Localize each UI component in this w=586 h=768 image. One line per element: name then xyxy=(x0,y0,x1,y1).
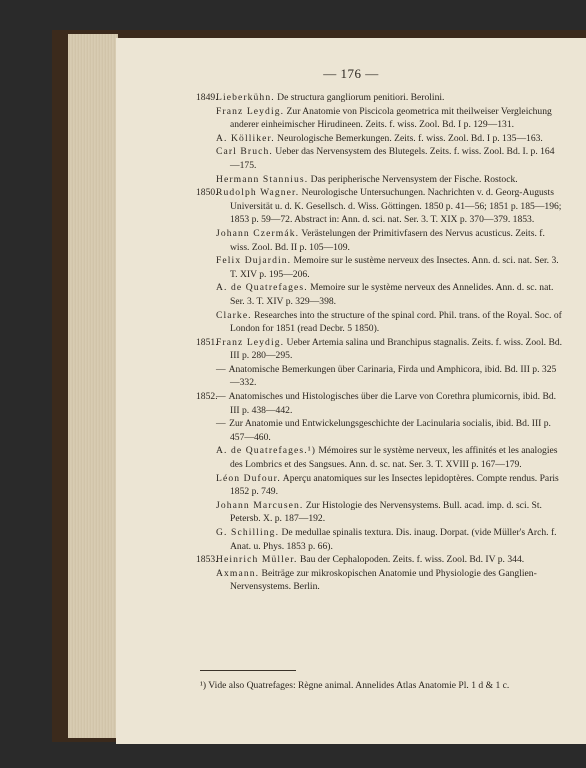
entry-text: De structura gangliorum penitiori. Berolini. xyxy=(277,92,445,103)
bibliography-entry xyxy=(124,526,564,553)
entry-author: Carl Bruch. xyxy=(216,146,273,158)
entry-text: Zur Histologie des Nervensystems. Bull. acad. imp. d. sci. St. Petersb. X. p. 187—192. xyxy=(230,499,542,525)
bibliography-entry xyxy=(124,444,564,471)
entry-author: Hermann Stannius. xyxy=(216,173,309,185)
bibliography-list xyxy=(124,91,564,594)
entry-author: G. Schilling. xyxy=(216,527,280,538)
entry-year: 1849. xyxy=(196,92,218,103)
bibliography-entry xyxy=(124,186,564,227)
bibliography-entry xyxy=(124,132,564,146)
entry-author: Rudolph Wagner. xyxy=(216,187,300,199)
bibliography-entry xyxy=(124,105,564,132)
entry-text: Anatomisches und Histologisches über die Larve von Corethra plumicornis, ibid. Bd. III p. 438—442. xyxy=(228,391,557,416)
page-edges xyxy=(68,34,118,738)
entry-text: Verästelungen der Primitivfasern des Nervus acusticus. Zeits. f. wiss. Zool. Bd. II p. 105—109. xyxy=(230,227,545,253)
entry-author: Johann Marcusen. xyxy=(216,499,304,511)
bibliography-entry xyxy=(124,472,564,499)
entry-author: Johann Czermák. xyxy=(216,227,300,239)
entry-author: Felix Dujardin. xyxy=(216,255,292,267)
entry-author: — xyxy=(216,418,227,430)
entry-author: A. de Quatrefages. xyxy=(216,282,308,294)
bibliography-entry xyxy=(124,417,564,444)
entry-text: Das peripherische Nervensystem der Fische. Rostock. xyxy=(310,173,518,185)
bibliography-entry xyxy=(124,227,564,254)
bibliography-entry xyxy=(124,390,564,417)
footnote: ¹) Vide also Quatrefages: Règne animal. Annelides Atlas Anatomie Pl. 1 d & 1 c. xyxy=(200,680,510,691)
entry-author: Clarke. xyxy=(216,309,252,321)
entry-text: De medullae spinalis textura. Dis. inaug. Dorpat. (vide Müller's Arch. f. Anat. u. Phys. 1853 p. 66). xyxy=(230,527,557,552)
entry-text: Memoire sur le système nerveux des Annelides. Ann. d. sc. nat. Ser. 3. T. XIV p. 329—398. xyxy=(230,282,554,307)
entry-author: Lieberkühn. xyxy=(216,92,275,103)
entry-text: Mémoires sur le système nerveux, les affinités et les analogies des Lombrics et des Sangsues. Ann. d. sc. nat. Ser. 3. T. XVIII p. 167—179. xyxy=(230,445,558,471)
entry-text: Aperçu anatomiques sur les Insectes lepidoptères. Compte rendus. Paris 1852 p. 749. xyxy=(230,472,559,498)
entry-author: A. de Quatrefages.¹) xyxy=(216,445,316,457)
entry-text: Neurologische Bemerkungen. Zeits. f. wiss. Zool. Bd. I p. 135—163. xyxy=(277,132,543,144)
book-page xyxy=(116,38,586,744)
bibliography-entry xyxy=(124,145,564,172)
bibliography-entry xyxy=(124,173,564,187)
entry-text: Bau der Cephalopoden. Zeits. f. wiss. Zool. Bd. IV p. 344. xyxy=(299,554,525,566)
bibliography-entry xyxy=(124,309,564,336)
entry-author: — xyxy=(216,363,227,375)
entry-year: 1851. xyxy=(196,336,218,348)
entry-author: Léon Dufour. xyxy=(216,472,281,484)
entry-text: Ueber Artemia salina und Branchipus stagnalis. Zeits. f. wiss. Zool. Bd. III p. 280—295. xyxy=(230,336,563,362)
entry-text: Memoire sur le sustème nerveux des Insectes. Ann. d. sci. nat. Ser. 3. T. XIV p. 195—206. xyxy=(230,255,559,280)
entry-text: Zur Anatomie und Entwickelungsgeschichte der Lacinularia socialis, ibid. Bd. III p. 457—460. xyxy=(229,418,551,443)
bibliography-entry xyxy=(124,363,564,390)
entry-year: 1850. xyxy=(196,187,218,199)
bibliography-entry xyxy=(124,91,564,105)
entry-year: 1853. xyxy=(196,554,218,566)
bibliography-entry xyxy=(124,281,564,308)
entry-author: — xyxy=(216,391,227,403)
bibliography-entry xyxy=(124,567,564,594)
entry-text: Neurologische Untersuchungen. Nachrichten v. d. Georg-Augusts Universität u. d. K. Gesellsch. d. Wiss. Göttingen. 1850 p. 41—56; 1851 p. 185—196; 1853 p. 59—72. Abstract in: Ann. d. sci. nat. Ser. 3. T. XIX p. 370—379. 1853. xyxy=(230,187,562,226)
footnote-rule xyxy=(200,670,296,671)
entry-author: Axmann. xyxy=(216,567,260,579)
entry-text: Anatomische Bemerkungen über Carinaria, Firda und Amphicora, ibid. Bd. III p. 325—332. xyxy=(228,363,557,389)
bibliography-entry xyxy=(124,553,564,567)
bibliography-entry xyxy=(124,499,564,526)
entry-text: Beiträge zur mikroskopischen Anatomie und Physiologie des Ganglien-Nervensystems. Berlin. xyxy=(230,567,537,593)
entry-author: Franz Leydig. xyxy=(216,105,285,117)
entry-text: Researches into the structure of the spinal cord. Phil. trans. of the Royal. Soc. of London for 1851 (read Decbr. 5 1850). xyxy=(230,309,562,335)
entry-author: A. Kölliker. xyxy=(216,132,275,144)
entry-author: Heinrich Müller. xyxy=(216,554,298,566)
entry-author: Franz Leydig. xyxy=(216,336,285,348)
entry-text: Zur Anatomie von Piscicola geometrica mit theilweiser Vergleichung anderer einheimischer Hirudineen. Zeits. f. wiss. Zool. Bd. I p. 129—131. xyxy=(230,105,552,131)
bibliography-entry xyxy=(124,254,564,281)
page-number: — 176 — xyxy=(323,66,379,81)
entry-text: Ueber das Nervensystem des Blutegels. Zeits. f. wiss. Zool. Bd. I. p. 164—175. xyxy=(230,146,555,171)
bibliography-entry xyxy=(124,336,564,363)
entry-year: 1852. xyxy=(196,391,218,403)
